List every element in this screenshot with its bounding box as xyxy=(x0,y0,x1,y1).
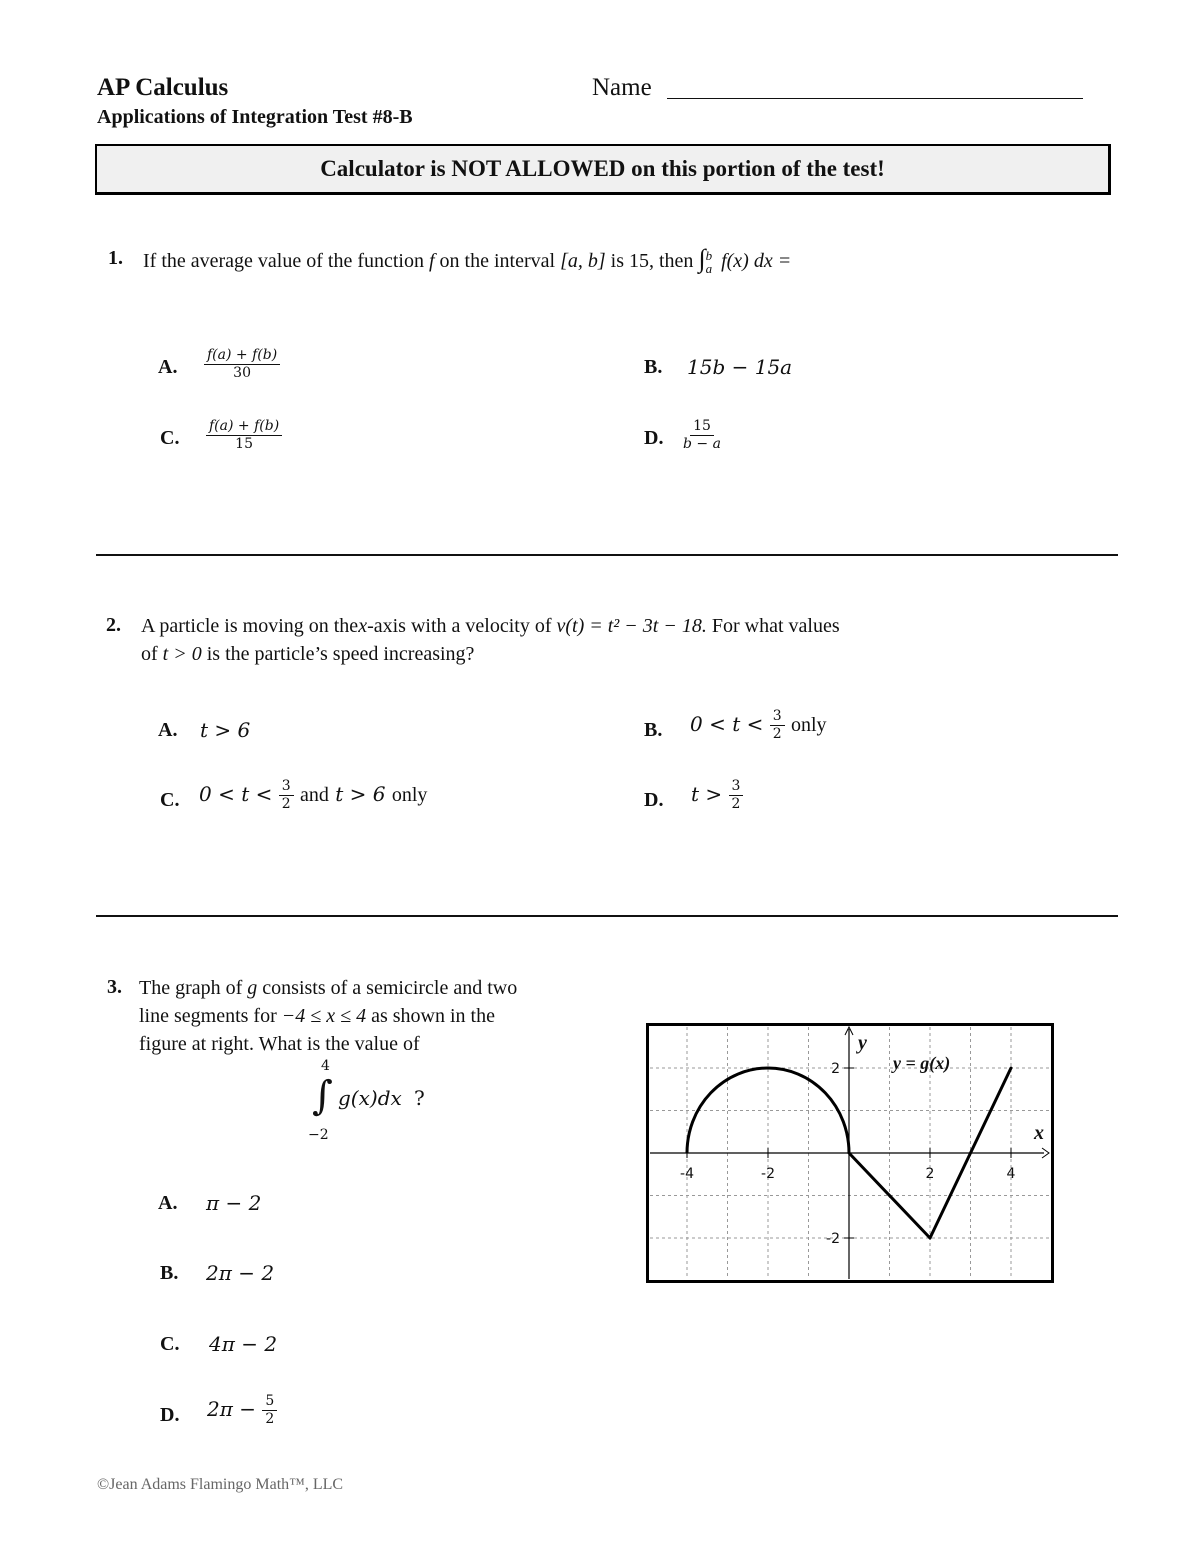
q1-d-den: b − a xyxy=(683,436,721,452)
x-tick-label: -2 xyxy=(761,1166,775,1182)
q1-integral-lower: a xyxy=(705,261,713,277)
q2-text-d: of xyxy=(141,643,158,665)
y-tick-label: 2 xyxy=(831,1061,840,1077)
q2-option-b[interactable] xyxy=(690,708,827,743)
q2-d-pre: t > xyxy=(691,782,723,806)
q2-b-post: only xyxy=(791,714,827,736)
q3-line1 xyxy=(139,974,517,1002)
course-title: AP Calculus xyxy=(97,74,229,101)
q2-d-den: 2 xyxy=(731,796,741,812)
q2-option-c[interactable] xyxy=(199,778,427,813)
q2-option-c-label[interactable]: C. xyxy=(160,789,180,811)
calculator-banner: Calculator is NOT ALLOWED on this portion of the test! xyxy=(95,144,1111,195)
q1-option-b-label[interactable]: B. xyxy=(644,356,663,378)
q3-option-a-label[interactable]: A. xyxy=(158,1192,178,1214)
q3-range: −4 ≤ x ≤ 4 xyxy=(281,1005,367,1027)
q2-text-c: For what values xyxy=(711,615,840,637)
q3-line1-b: consists of a semicircle and two xyxy=(262,977,518,999)
q2-option-d[interactable] xyxy=(691,778,743,813)
q2-x: x xyxy=(358,615,368,637)
q3-option-c[interactable]: 4π − 2 xyxy=(209,1332,278,1356)
q2-text-a: A particle is moving on the xyxy=(141,615,359,637)
q2-text-b: -axis with a velocity of xyxy=(367,615,552,637)
q3-integral-upper: 4 xyxy=(321,1058,330,1074)
q2-line1 xyxy=(141,612,840,640)
separator-1 xyxy=(96,554,1118,556)
footer-copyright: ©Jean Adams Flamingo Math™, LLC xyxy=(97,1476,344,1493)
q2-option-a-label[interactable]: A. xyxy=(158,719,178,741)
q1-integral-limits xyxy=(706,249,713,275)
q1-text xyxy=(143,245,791,275)
q1-d-num: 15 xyxy=(690,418,714,436)
q1-text-b: on the interval xyxy=(439,250,556,272)
y-tick-label: -2 xyxy=(826,1231,840,1247)
q3-d-pre: 2π − xyxy=(207,1397,256,1421)
q1-option-c[interactable] xyxy=(206,418,282,453)
chart-title: y = g(x) xyxy=(893,1053,951,1073)
q1-text-c: is 15, then xyxy=(610,250,694,272)
q1-f: f xyxy=(428,250,435,272)
name-field[interactable] xyxy=(667,98,1083,99)
q3-option-d-label[interactable]: D. xyxy=(160,1404,180,1426)
q2-b-num: 3 xyxy=(770,708,785,726)
q1-c-den: 15 xyxy=(235,436,253,452)
q3-line3: figure at right. What is the value of xyxy=(139,1033,420,1055)
q1-option-d[interactable] xyxy=(680,418,724,453)
y-axis-label: y xyxy=(858,1032,867,1054)
q3-line2-a: line segments for xyxy=(139,1005,277,1027)
x-axis-label: x xyxy=(1034,1122,1044,1144)
q3-number: 3. xyxy=(107,976,122,998)
x-tick-label: 4 xyxy=(1006,1166,1016,1182)
q1-option-b[interactable]: 15b − 15a xyxy=(687,355,793,379)
q3-option-b-label[interactable]: B. xyxy=(160,1262,179,1284)
q1-a-num: f(a) + f(b) xyxy=(204,347,280,365)
q2-c-t: t > 6 xyxy=(335,782,386,806)
q2-velocity: v(t) = t² − 3t − 18. xyxy=(556,615,707,637)
q2-d-num: 3 xyxy=(729,778,744,796)
q1-integrand: f(x) dx = xyxy=(721,250,792,272)
q2-c-den: 2 xyxy=(281,796,291,812)
q1-interval: [a, b] xyxy=(560,250,606,272)
q1-option-c-label[interactable]: C. xyxy=(160,427,180,449)
name-label: Name xyxy=(592,74,652,101)
q2-number: 2. xyxy=(106,614,121,636)
q2-b-den: 2 xyxy=(772,726,782,742)
separator-2 xyxy=(96,915,1118,917)
q2-c-pre: 0 < t < xyxy=(199,782,273,806)
q2-c-mid: and xyxy=(300,784,329,806)
q3-option-b[interactable]: 2π − 2 xyxy=(206,1261,275,1285)
x-tick-label: -4 xyxy=(680,1166,694,1182)
q3-d-num: 5 xyxy=(262,1393,277,1411)
q3-option-c-label[interactable]: C. xyxy=(160,1333,180,1355)
q3-integrand: g(x)dx xyxy=(338,1086,402,1110)
q3-integral-lower: −2 xyxy=(308,1127,329,1143)
q3-qmark: ? xyxy=(414,1086,425,1110)
q3-line2 xyxy=(139,1002,495,1030)
q1-number: 1. xyxy=(108,247,123,269)
q3-option-a[interactable]: π − 2 xyxy=(206,1191,262,1215)
q1-integral-upper: b xyxy=(705,248,713,264)
q2-option-b-label[interactable]: B. xyxy=(644,719,663,741)
q3-line1-a: The graph of xyxy=(139,977,243,999)
q1-option-a-label[interactable]: A. xyxy=(158,356,178,378)
q1-c-num: f(a) + f(b) xyxy=(206,418,282,436)
test-title: Applications of Integration Test #8-B xyxy=(97,106,413,128)
q1-text-a: If the average value of the function xyxy=(143,250,424,272)
graph-of-g xyxy=(646,1023,1054,1283)
x-tick-label: 2 xyxy=(925,1166,935,1182)
q1-option-d-label[interactable]: D. xyxy=(644,427,664,449)
q2-option-d-label[interactable]: D. xyxy=(644,789,664,811)
q3-integral-sign: ∫ xyxy=(312,1073,333,1119)
q1-integral-sign: ∫ xyxy=(698,244,706,273)
q3-g: g xyxy=(247,977,258,999)
q2-c-post: only xyxy=(391,784,428,806)
q1-option-a[interactable] xyxy=(204,347,280,382)
q2-text-e: is the particle’s speed increasing? xyxy=(206,643,475,665)
q3-d-den: 2 xyxy=(265,1411,275,1427)
q2-c-num: 3 xyxy=(279,778,294,796)
q2-cond: t > 0 xyxy=(162,643,202,665)
q2-option-a[interactable]: t > 6 xyxy=(200,718,251,742)
q3-line2-b: as shown in the xyxy=(371,1005,495,1027)
q3-option-d[interactable] xyxy=(207,1393,277,1428)
q2-b-pre: 0 < t < xyxy=(690,712,764,736)
q2-line2 xyxy=(141,640,474,668)
q1-a-den: 30 xyxy=(233,365,251,381)
